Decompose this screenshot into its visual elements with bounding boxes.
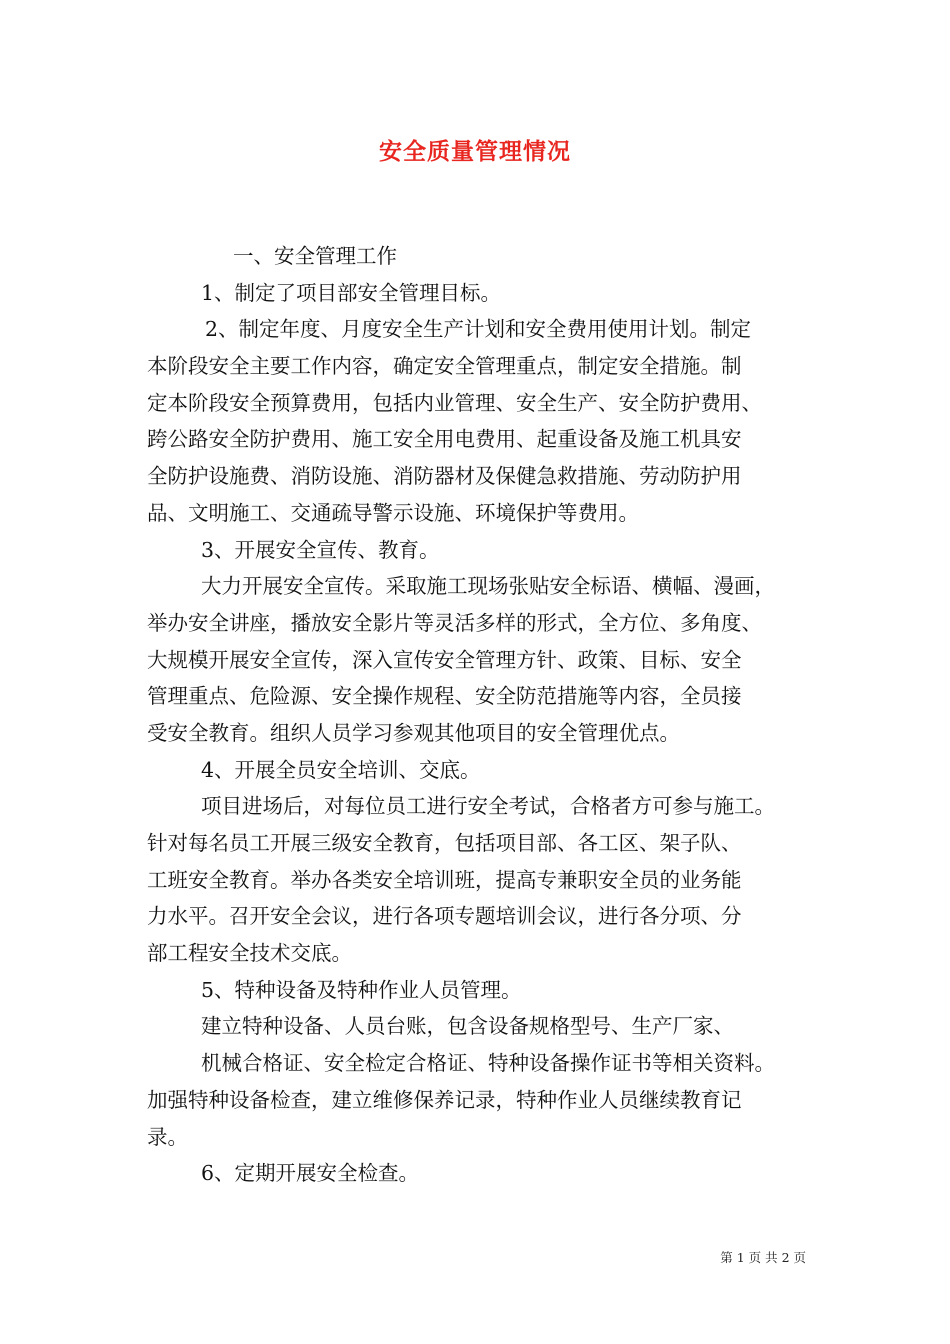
paragraph-line: 一、安全管理工作 xyxy=(233,244,397,268)
paragraph-line: 受安全教育。组织人员学习参观其他项目的安全管理优点。 xyxy=(147,720,680,745)
paragraph-line: 力水平。召开安全会议，进行各项专题培训会议，进行各分项、分 xyxy=(147,904,742,929)
page-footer: 第 1 页 共 2 页 xyxy=(720,1250,806,1265)
document-body xyxy=(147,238,827,1192)
paragraph-line: 录。 xyxy=(147,1124,188,1149)
paragraph-line: 跨公路安全防护费用、施工安全用电费用、起重设备及施工机具安 xyxy=(147,427,742,452)
paragraph-line: 管理重点、危险源、安全操作规程、安全防范措施等内容，全员接 xyxy=(147,684,742,709)
paragraph-line: 5、特种设备及特种作业人员管理。 xyxy=(201,977,522,1002)
paragraph-line: 加强特种设备检查，建立维修保养记录，特种作业人员继续教育记 xyxy=(147,1087,742,1112)
paragraph-line: 6、定期开展安全检查。 xyxy=(201,1161,420,1186)
paragraph-line: 2、制定年度、月度安全生产计划和安全费用使用计划。制定 xyxy=(205,317,752,342)
paragraph-line: 3、开展安全宣传、教育。 xyxy=(201,537,440,562)
paragraph-line: 建立特种设备、人员台账，包含设备规格型号、生产厂家、 xyxy=(201,1014,734,1039)
paragraph-line: 工班安全教育。举办各类安全培训班，提高专兼职安全员的业务能 xyxy=(147,867,742,892)
paragraph-line: 品、文明施工、交通疏导警示设施、环境保护等费用。 xyxy=(147,500,639,525)
paragraph-line: 举办安全讲座，播放安全影片等灵活多样的形式，全方位、多角度、 xyxy=(147,610,762,635)
page-title: 安全质量管理情况 xyxy=(379,138,571,165)
paragraph-line: 本阶段安全主要工作内容，确定安全管理重点，制定安全措施。制 xyxy=(147,354,742,379)
paragraph-line: 1、制定了项目部安全管理目标。 xyxy=(201,280,502,305)
paragraph-line: 定本阶段安全预算费用，包括内业管理、安全生产、安全防护费用、 xyxy=(147,390,762,415)
paragraph-line: 4、开展全员安全培训、交底。 xyxy=(201,757,481,782)
paragraph-line: 项目进场后，对每位员工进行安全考试，合格者方可参与施工。 xyxy=(201,794,775,819)
paragraph-line: 机械合格证、安全检定合格证、特种设备操作证书等相关资料。 xyxy=(201,1051,775,1076)
paragraph-line: 全防护设施费、消防设施、消防器材及保健急救措施、劳动防护用 xyxy=(147,464,742,489)
paragraph-line: 大力开展安全宣传。采取施工现场张贴安全标语、横幅、漫画， xyxy=(201,574,775,599)
paragraph-line: 大规模开展安全宣传，深入宣传安全管理方针、政策、目标、安全 xyxy=(147,647,742,672)
paragraph-line: 部工程安全技术交底。 xyxy=(147,941,352,966)
paragraph-line: 针对每名员工开展三级安全教育，包括项目部、各工区、架子队、 xyxy=(147,831,742,855)
